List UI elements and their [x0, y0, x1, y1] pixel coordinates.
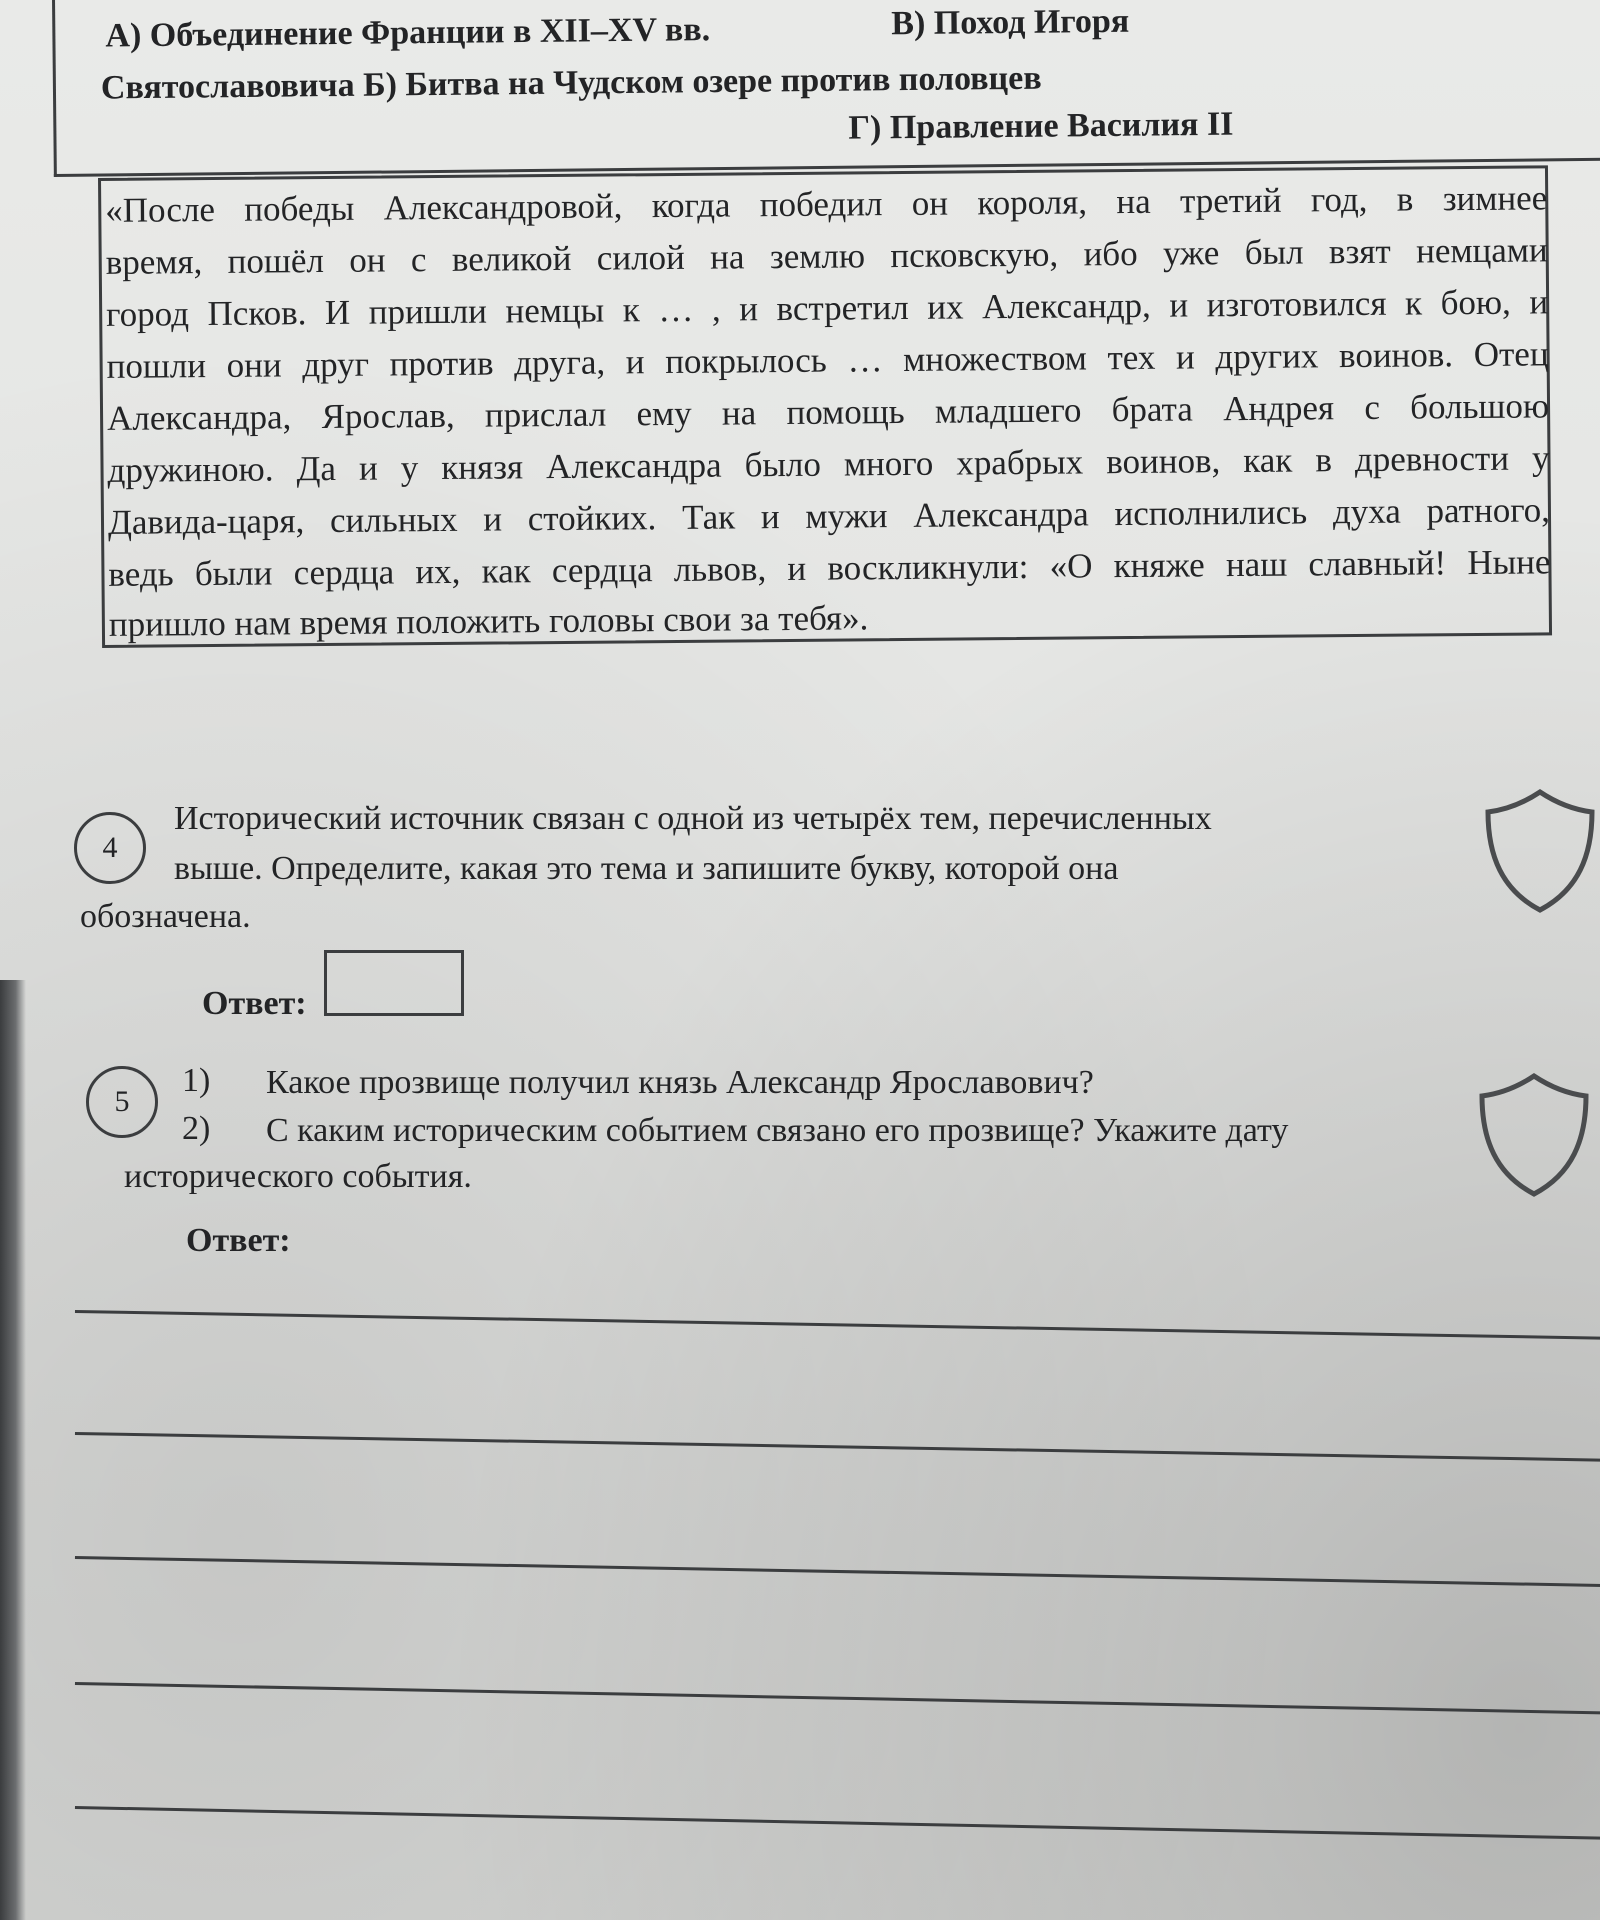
question-5-item1-number: 1) — [182, 1062, 211, 1099]
historical-source-box — [98, 165, 1552, 648]
source-line: пошли они друг против друга, и покрылось … множеством тех и других воинов. Отец — [106, 334, 1549, 386]
question-4-line3: обозначена. — [80, 898, 251, 935]
source-line: дружиною. Да и у князя Александра было много храбрых воинов, как в древности у — [107, 438, 1550, 490]
question-4-number: 4 — [74, 812, 146, 884]
question-5-answer-label: Ответ: — [186, 1222, 291, 1259]
question-5-item1-text: Какое прозвище получил князь Александр Ярославович? — [266, 1064, 1094, 1101]
question-4-answer-label: Ответ: — [202, 985, 307, 1022]
source-line: «После победы Александровой, когда победил он короля, на третий год, в зимнее — [105, 178, 1548, 230]
question-5-item2-number: 2) — [182, 1110, 211, 1147]
question-4-line2: выше. Определите, какая это тема и запишите букву, которой она — [174, 850, 1119, 887]
source-line: город Псков. И пришли немцы к … , и встретил их Александр, и изготовился к бою, и — [106, 282, 1549, 334]
source-line: пришло нам время положить головы свои за тебя». — [108, 598, 869, 644]
answer-line[interactable] — [75, 1310, 1600, 1340]
answer-line[interactable] — [75, 1432, 1600, 1462]
shield-icon — [1482, 786, 1598, 916]
answer-line[interactable] — [75, 1682, 1600, 1715]
question-5-number: 5 — [86, 1066, 158, 1138]
topic-a: А) Объединение Франции в XII–XV вв. — [105, 11, 711, 55]
question-5-item2-text: С каким историческим событием связано его прозвище? Укажите дату — [266, 1112, 1289, 1149]
question-5-item2-continued: исторического события. — [124, 1158, 472, 1195]
topic-v: В) Поход Игоря — [891, 2, 1130, 43]
source-line: Александра, Ярослав, прислал ему на помощь младшего брата Андрея с большою — [106, 386, 1550, 438]
question-4-line1: Исторический источник связан с одной из четырёх тем, перечисленных — [174, 800, 1212, 837]
shield-icon — [1476, 1070, 1592, 1200]
page-shadow-edge — [0, 980, 26, 1920]
source-line: Давида-царя, сильных и стойких. Так и мужи Александра исполнились духа ратного, — [107, 490, 1551, 542]
topic-g: Г) Правление Василия II — [848, 105, 1234, 147]
source-line: ведь были сердца их, как сердца львов, и воскликнули: «О княже наш славный! Ныне — [108, 542, 1551, 594]
source-line: время, пошёл он с великой силой на землю псковскую, ибо уже был взят немцами — [105, 230, 1548, 282]
question-4-answer-box[interactable] — [324, 950, 464, 1016]
topics-box — [52, 0, 1600, 177]
topic-v-cont-b: Святославовича Б) Битва на Чудском озере против половцев — [100, 59, 1042, 107]
answer-line[interactable] — [75, 1806, 1600, 1840]
answer-line[interactable] — [75, 1556, 1600, 1588]
